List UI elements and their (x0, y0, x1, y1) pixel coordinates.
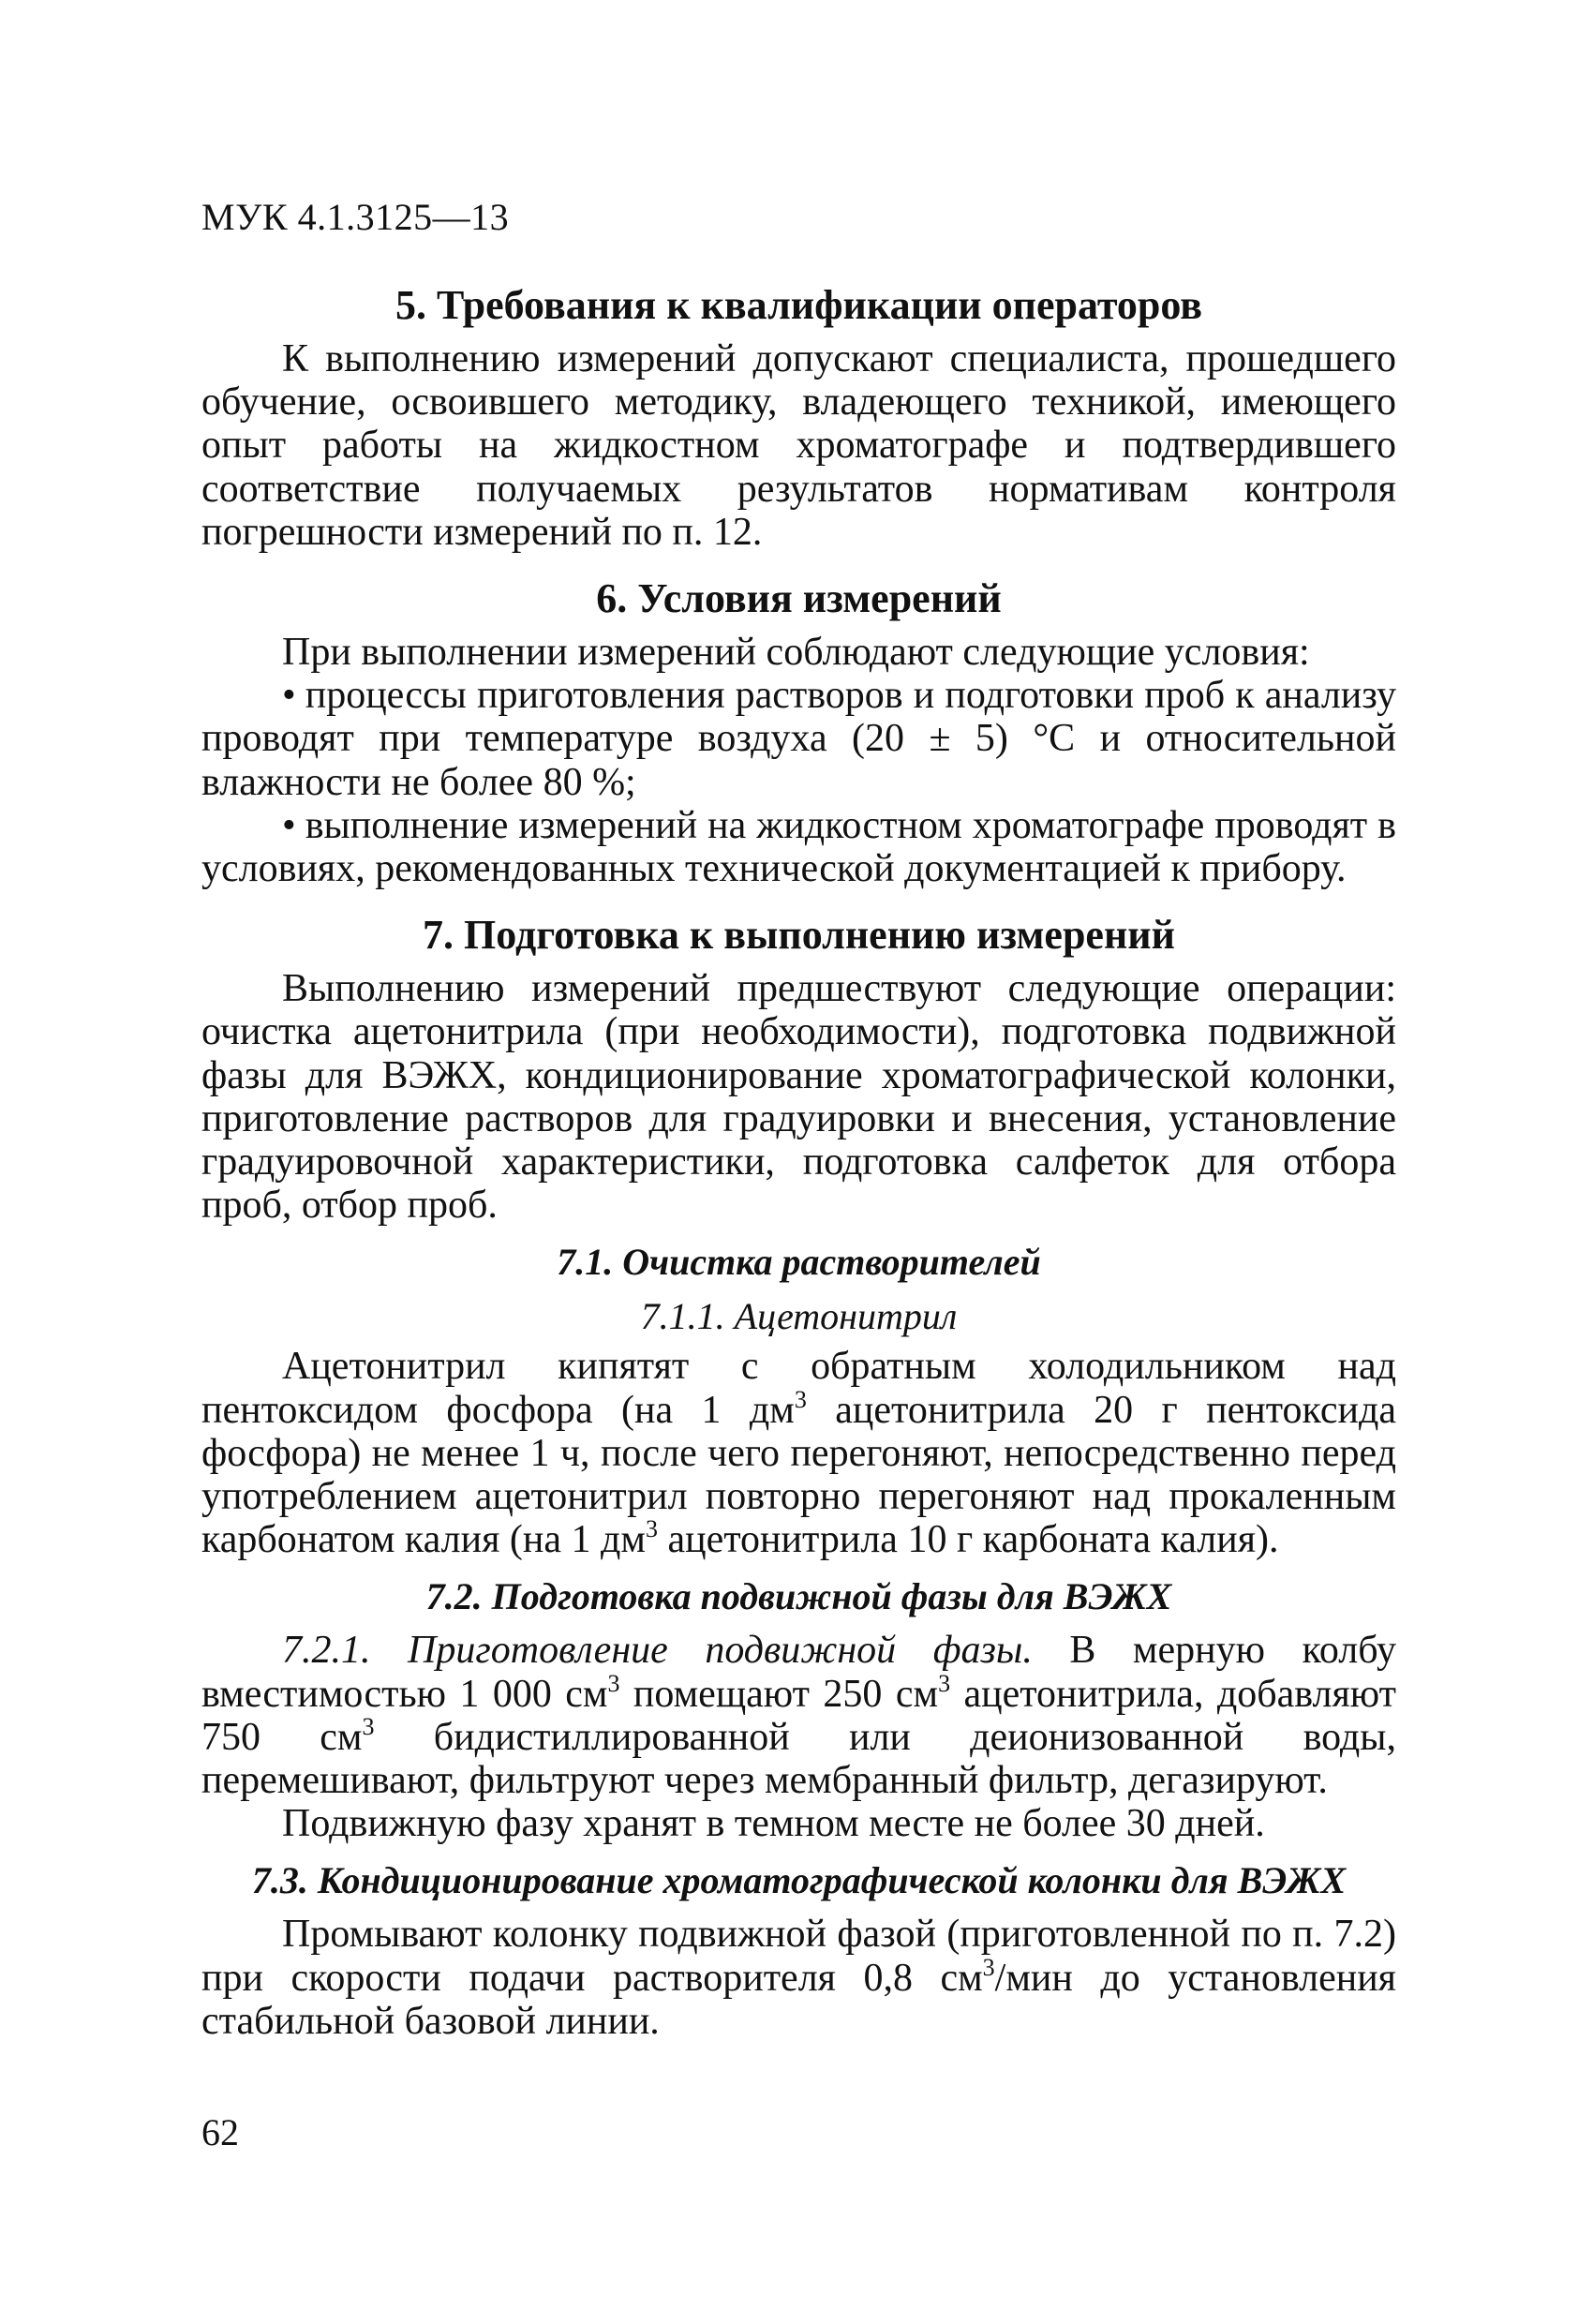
text-run: В мерную колбу вместимостью 1 000 см (201, 1629, 1396, 1716)
section-7-1-1-paragraph (201, 1345, 1396, 1561)
section-7-heading: 7. Подготовка к выполнению измерений (423, 912, 1175, 959)
section-5-paragraph: К выполнению измерений допускают специалиста, прошедшего обучение, освоившего методику, владеющего техникой, имеющего опыт работы на жидкостном хроматографе и подтвердившего соответствие получаемых результатов нормативам контроля погрешности измерений по п. 12. (201, 337, 1396, 554)
running-head: МУК 4.1.3125—13 (201, 196, 510, 238)
section-6-bullet-1-text: процессы приготовления растворов и подготовки проб к анализу проводят при температуре воздуха (20 ± 5) °С и относительной влажности не более 80 %; (201, 674, 1396, 804)
superscript: 3 (982, 1953, 995, 1981)
superscript: 3 (645, 1515, 658, 1543)
section-7-2-heading: 7.2. Подготовка подвижной фазы для ВЭЖХ (425, 1575, 1172, 1618)
text-run: бидистиллированной или деионизованной воды, перемешивают, фильтруют через мембранный фильтр, дегазируют. (201, 1715, 1396, 1803)
section-6-bullet-1 (201, 674, 1396, 804)
superscript: 3 (794, 1385, 807, 1413)
bullet-icon (282, 674, 305, 717)
page-content (201, 281, 1396, 2043)
section-7-paragraph: Выполнению измерений предшествуют следующие операции: очистка ацетонитрила (при необходимости), подготовка подвижной фазы для ВЭЖХ, кондиционирование хроматографической колонки, приготовление растворов для градуировки и внесения, установление градуировочной характеристики, подготовка салфеток для отбора проб, отбор проб. (201, 967, 1396, 1228)
section-5-heading: 5. Требования к квалификации операторов (395, 282, 1203, 328)
section-7-2-1-paragraph (201, 1629, 1396, 1802)
text-run: /мин до установления стабильной базовой линии. (201, 1956, 1396, 2043)
text-run: ацетонитрила 20 г пентоксида фосфора) не менее 1 ч, после чего перегоняют, непосредственно перед употреблением ацетонитрил повторно перегоняют над прокаленным карбонатом калия (на 1 дм (201, 1388, 1396, 1562)
superscript: 3 (938, 1669, 951, 1697)
section-7-2-storage-paragraph: Подвижную фазу хранят в темном месте не более 30 дней. (282, 1802, 1265, 1846)
section-7-1-1-heading: 7.1.1. Ацетонитрил (640, 1295, 958, 1338)
bullet-icon (282, 804, 305, 847)
section-7-3-paragraph (201, 1913, 1396, 2043)
text-run: ацетонитрила 10 г карбоната калия). (657, 1518, 1279, 1562)
section-7-2-1-lead-in: 7.2.1. Приготовление подвижной фазы. (282, 1629, 1033, 1673)
section-7-3-heading: 7.3. Кондиционирование хроматографической колонки для ВЭЖХ (251, 1859, 1347, 1902)
section-6-intro: При выполнении измерений соблюдают следующие условия: (282, 631, 1310, 675)
text-run: помещают 250 см (619, 1672, 939, 1716)
superscript: 3 (607, 1669, 620, 1697)
section-6-bullet-2-text: выполнение измерений на жидкостном хроматографе проводят в условиях, рекомендованных технической документацией к прибору. (201, 803, 1396, 891)
section-6-bullet-2 (201, 804, 1396, 890)
text-run: Промывают колонку подвижной фазой (приготовленной по п. 7.2) при скорости подачи растворителя 0,8 см (201, 1913, 1396, 2000)
superscript: 3 (362, 1712, 375, 1740)
section-6-heading: 6. Условия измерений (596, 575, 1002, 622)
text-run: Ацетонитрил кипятят с обратным холодильником над пентоксидом фосфора (на 1 дм (201, 1345, 1396, 1432)
page-number: 62 (201, 2111, 239, 2153)
section-7-1-heading: 7.1. Очистка растворителей (557, 1241, 1041, 1284)
text-run: ацетонитрила, добавляют 750 см (201, 1672, 1396, 1759)
